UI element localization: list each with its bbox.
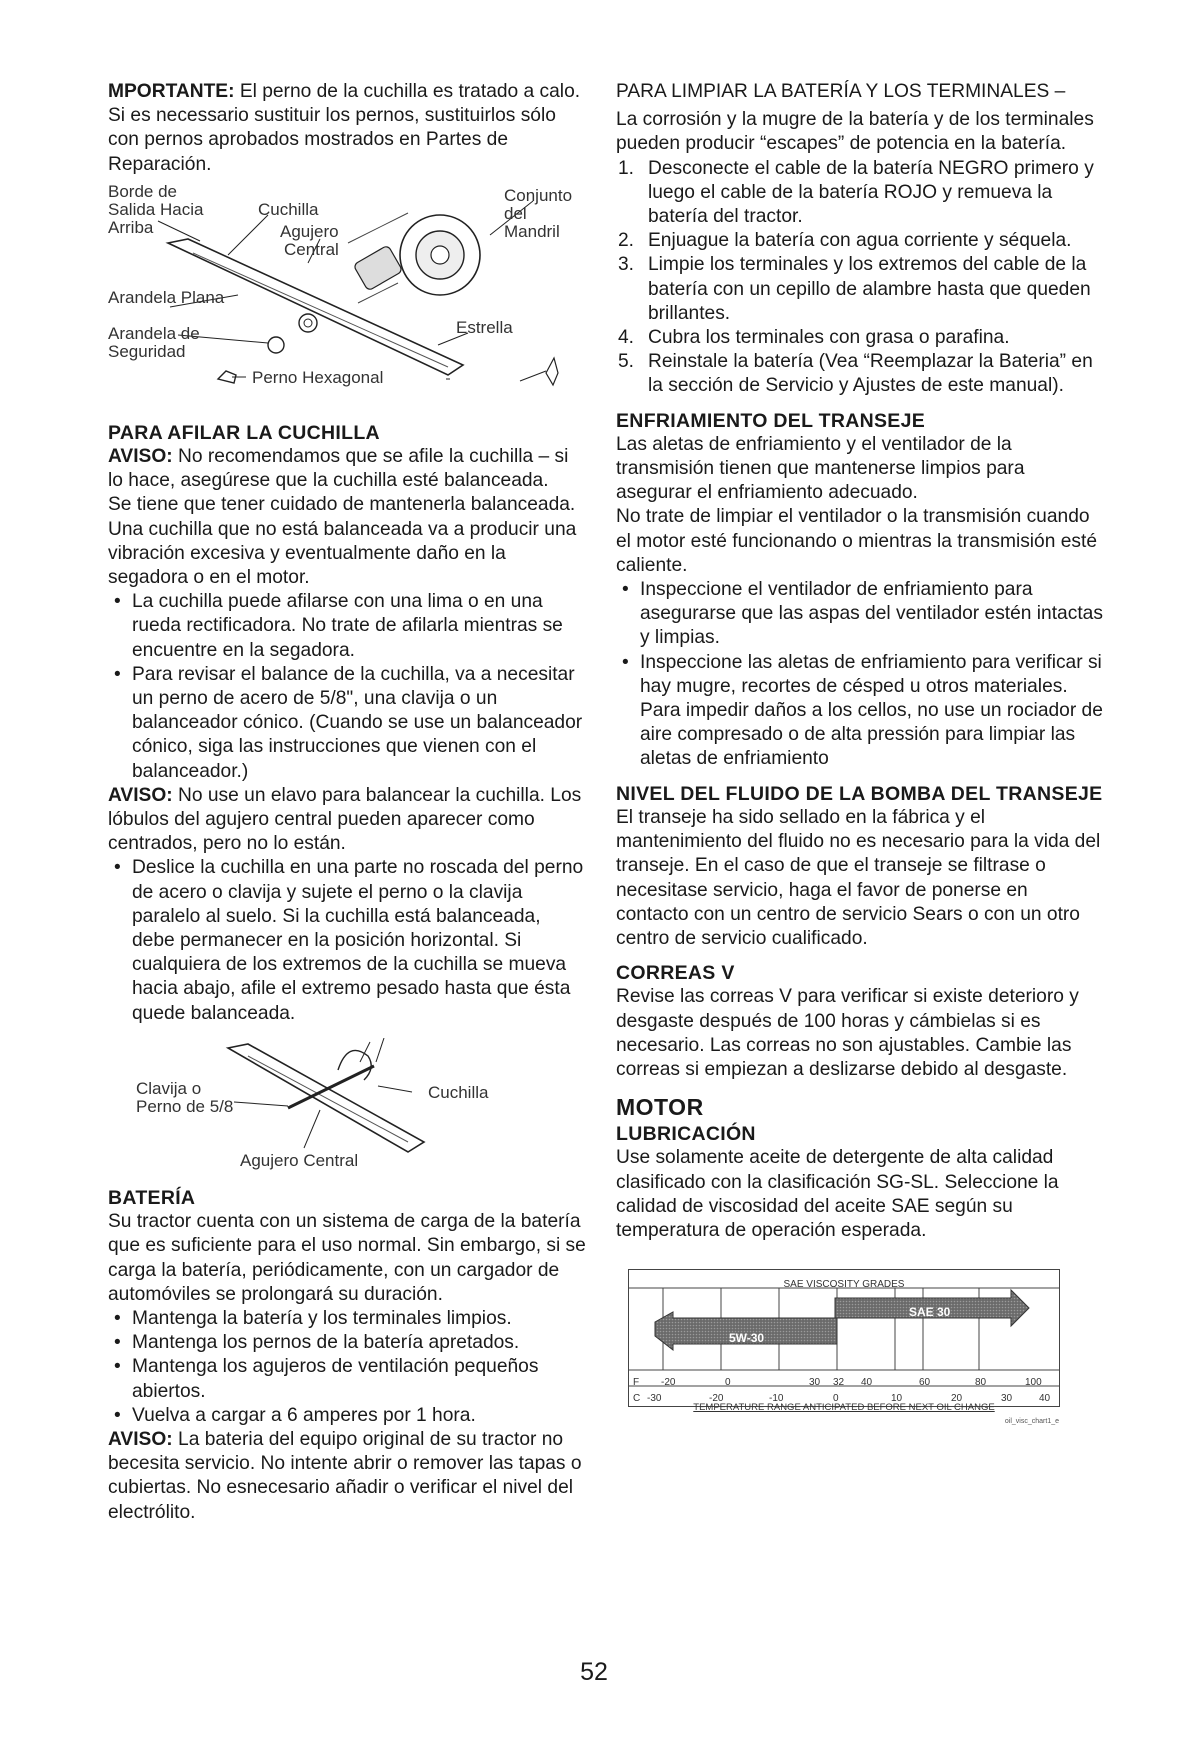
bateria-bullets [108,1307,586,1428]
f-tick: 32 [833,1377,845,1389]
label-borde-l2: Salida Hacia [108,199,204,219]
chart-code: oil_visc_chart1_e [1004,1418,1059,1426]
list-item: 5. Reinstale la batería (Vea “Reemplazar la Bateria” en la sección de Servicio y Ajustes de este manual). [618,351,1093,397]
page-number: 52 [580,1658,608,1686]
f-tick: 80 [975,1377,987,1389]
f-tick: 30 [809,1377,821,1389]
label-arandela-plana: Arandela Plana [108,287,225,307]
list-item: • Deslice la cuchilla en una parte no roscada del perno de acero o clavija y sujete el perno o la clavija paralelo al suelo. Si la cuchilla está balanceada, debe permanecer en la posición horizontal. Si cualquiera de los extremos de la cuchilla se mueva hacia abajo, afile el extremo pesado hasta que ésta quede balanceada. [108,856,586,1025]
limpiar-steps [616,157,1104,399]
label-clavija-l1: Clavija o [136,1078,202,1098]
label-perno-hex: Perno Hexagonal [252,367,384,387]
aviso2-paragraph: AVISO: No use un elavo para balancear la cuchilla. Los lóbulos del agujero central pueden aparecer como centrados, pero no lo están. [108,784,582,855]
importante-paragraph: MPORTANTE: El perno de la cuchilla es tratado a calo. Si es necessario sustituir los pernos, sustituirlos sólo con pernos aprobados mostrados en Partes de Reparación. [108,81,581,175]
label-conjunto-l3: Mandril [504,221,560,241]
label-cuchilla-2: Cuchilla [428,1082,489,1102]
c-tick: -20 [709,1393,724,1405]
f-tick: 40 [861,1377,873,1389]
aviso3-paragraph: AVISO: La bateria del equipo original de su tractor no becesita servicio. No intente abrir o remover las tapas o cubiertas. No esnecesario añadir o verificar el nivel del electrólito. [108,1428,582,1523]
list-item: • Mantenga la batería y los terminales limpios. [108,1307,586,1331]
f-scale-label: F [633,1377,640,1389]
motor-heading: MOTOR [616,1094,704,1121]
lubricacion-heading: LUBRICACIÓN [616,1123,756,1146]
list-item: • Vuelva a cargar a 6 amperes por 1 hora. [108,1404,586,1428]
grade-cold-label: 5W-30 [729,1331,765,1346]
list-item: • Mantenga los pernos de la batería apretados. [108,1331,586,1355]
c-tick: -10 [769,1393,784,1405]
afilar-paragraph-2: Se tiene que tener cuidado de mantenerla balanceada. Una cuchilla que no está balanceada va a producir una vibración excesiva y eventualmente daño en la segadora o en el motor. [108,494,577,589]
bateria-heading: BATERÍA [108,1186,196,1209]
left-column [108,80,586,1525]
enfriamiento-bullets [616,578,1104,772]
label-cuchilla: Cuchilla [258,199,319,219]
label-clavija-l2: Perno de 5/8 [136,1096,234,1116]
blade-balance-figure [108,1038,586,1176]
bateria-paragraph-1: Su tractor cuenta con un sistema de carga de la batería que es suficiente para el uso normal. Sin embargo, si se carga la batería, periódicamente, con un cargador de automóviles se prolongará su duración. [108,1211,586,1305]
c-tick: -30 [647,1393,662,1405]
list-item: • Inspeccione el ventilador de enfriamiento para asegurarse que las aspas del ventilador estén intactas y limpias. [616,578,1104,651]
c-tick: 40 [1039,1393,1051,1405]
list-item: 2. Enjuague la batería con agua corriente y séquela. [618,230,1072,252]
afilar-bullets-2 [108,856,586,1025]
c-tick: 30 [1001,1393,1013,1405]
label-arandela-seg-l1: Arandela de [108,323,200,343]
list-item: • Mantenga los agujeros de ventilación pequeños abiertos. [108,1355,586,1403]
list-item: • Para revisar el balance de la cuchilla, va a necesitar un perno de acero de 5/8", una clavija o un balanceador cónico. (Cuando se use un balanceador cónico, siga las instrucciones que vienen con el balanceador.) [108,663,586,784]
f-tick: 100 [1025,1377,1042,1389]
nivel-paragraph-1: El transeje ha sido sellado en la fábrica y el mantenimiento del fluido no es necesario para la vida del transeje. En el caso de que el transeje se filtrase o necesitase servicio, haga el favor de ponerse en contacto con un centro de servicio Sears o con un otro centro de servicio cualificado. [616,806,1101,949]
label-conjunto-l1: Conjunto [504,185,573,205]
aviso1-paragraph: AVISO: No recomendamos que se afile la cuchilla – si lo hace, asegúrese que la cuchilla esté balanceada. [108,446,569,492]
list-item: 1. Desconecte el cable de la batería NEGRO primero y luego el cable de la batería ROJO y remueva la batería del tractor. [618,157,1094,228]
sae-viscosity-chart [628,1269,1060,1426]
label-borde-l3: Arriba [108,217,154,237]
label-agujero-l2: Central [284,239,339,259]
right-column [616,80,1104,1426]
label-conjunto-l2: del [504,203,527,223]
list-item: 3. Limpie los terminales y los extremos del cable de la batería con un cepillo de alambre hasta que queden brillantes. [618,254,1091,324]
blade-assembly-figure [108,183,586,411]
label-agujero-l1: Agujero [280,221,339,241]
f-tick: 0 [725,1377,731,1389]
grade-hot-label: SAE 30 [909,1305,951,1320]
lubricacion-paragraph-1: Use solamente aceite de detergente de alta calidad clasificado con la clasificación SG-SL. Seleccione la calidad de viscosidad del aceite SAE según su temperatura de operación esperada. [616,1147,1059,1241]
nivel-heading: NIVEL DEL FLUIDO DE LA BOMBA DEL TRANSEJE [616,782,1103,805]
afilar-bullets [108,590,586,784]
c-tick: 10 [891,1393,903,1405]
limpiar-heading: PARA LIMPIAR LA BATERÍA Y LOS TERMINALES – [616,81,1066,102]
afilar-heading: PARA AFILAR LA CUCHILLA [108,421,380,444]
importante-label: MPORTANTE: [108,81,235,102]
chart-caption: TEMPERATURE RANGE ANTICIPATED BEFORE NEXT OIL CHANGE [693,1402,995,1414]
label-agujero-central: Agujero Central [240,1150,359,1170]
enfriamiento-paragraph-1: Las aletas de enfriamiento y el ventilador de la transmisión tienen que mantenerse limpios para asegurar el enfriamiento adecuado. [616,433,1025,504]
correas-heading: CORREAS V [616,962,735,985]
c-tick: 20 [951,1393,963,1405]
f-tick: -20 [661,1377,676,1389]
label-borde-l1: Borde de [108,181,177,201]
list-item: • La cuchilla puede afilarse con una lima o en una rueda rectificadora. No trate de afilarla mientras se encuentre en la segadora. [108,590,586,663]
label-estrella: Estrella [456,317,513,337]
enfriamiento-heading: ENFRIAMIENTO DEL TRANSEJE [616,409,926,432]
list-item: 4. Cubra los terminales con grasa o parafina. [618,327,1010,349]
chart-title: SAE VISCOSITY GRADES [783,1279,905,1291]
c-scale-label: C [633,1393,641,1405]
correas-paragraph-1: Revise las correas V para verificar si existe deterioro y desgaste después de 100 horas y cámbielas si es necesario. Las correas no son ajustables. Cambie las correas si empiezan a deslizarse debido al desgaste. [616,986,1079,1080]
c-tick: 0 [833,1393,839,1405]
enfriamiento-paragraph-2: No trate de limpiar el ventilador o la transmisión cuando el motor esté funcionando o mientras la transmisión esté caliente. [616,506,1097,576]
label-arandela-seg-l2: Seguridad [108,341,186,361]
limpiar-paragraph-1: La corrosión y la mugre de la batería y de los terminales pueden producir “escapes” de potencia en la batería. [616,109,1094,155]
list-item: • Inspeccione las aletas de enfriamiento para verificar si hay mugre, recortes de césped u otros materiales. Para impedir daños a los cellos, no use un rociador de aire compresado o de alta pressión para limpiar las aletas de enfriamiento [616,651,1104,772]
f-tick: 60 [919,1377,931,1389]
